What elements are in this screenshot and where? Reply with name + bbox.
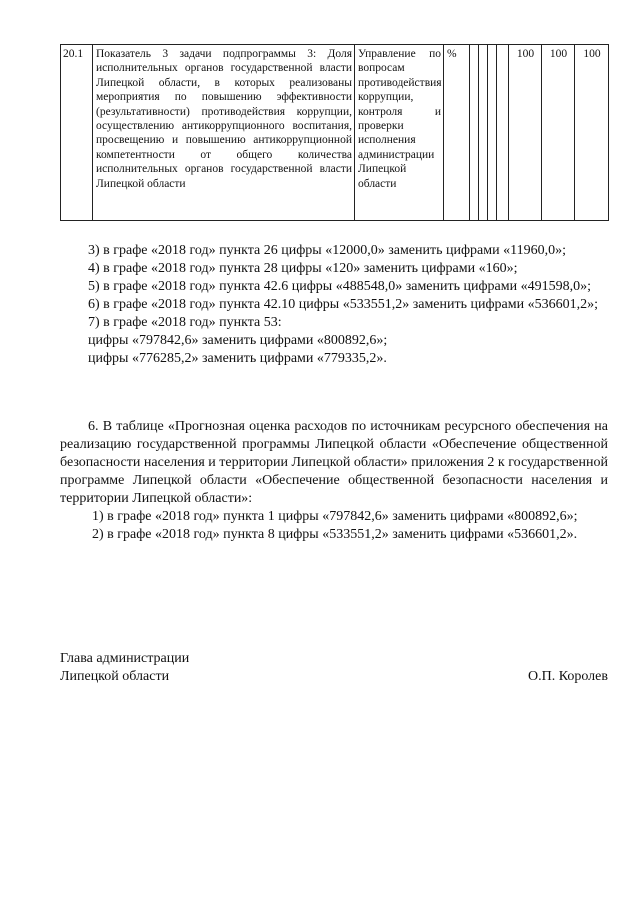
empty-cell bbox=[470, 45, 479, 221]
executor-cell: Управление по вопросам противодействия коррупции, контроля и проверки исполнения администрации Липецкой области bbox=[355, 45, 444, 221]
section-6-intro: 6. В таблице «Прогнозная оценка расходов по источникам ресурсного обеспечения на реализацию государственной программы Липецкой области «Обеспечение общественной безопасности населения и территории Липецкой области» приложения 2 к государственной программе Липецкой области «Обеспечение общественной безопасности населения и территории Липецкой области»: bbox=[60, 419, 608, 506]
amendment-item: 4) в графе «2018 год» пункта 28 цифры «120» заменить цифрами «160»; bbox=[88, 261, 518, 276]
indicator-table bbox=[60, 44, 609, 221]
indicator-description: Показатель 3 задачи подпрограммы 3: Доля исполнительных органов государственной власти Липецкой области, в которых реализованы мероприятия по повышению эффективности (результативности) противодействия коррупции, осуществлению антикоррупционного воспитания, просвещению и повышению антикоррупционной компетентности от общего количества исполнительных органов государственной власти Липецкой области bbox=[93, 45, 355, 221]
table-row bbox=[61, 45, 609, 221]
unit-cell: % bbox=[444, 45, 470, 221]
amendment-item: 3) в графе «2018 год» пункта 26 цифры «12000,0» заменить цифрами «11960,0»; bbox=[88, 243, 566, 258]
amendment-item: 5) в графе «2018 год» пункта 42.6 цифры «488548,0» заменить цифрами «491598,0»; bbox=[88, 279, 592, 294]
signature-title-line: Глава администрации bbox=[60, 651, 190, 666]
amendment-subline: цифры «776285,2» заменить цифрами «779335,2». bbox=[88, 351, 387, 366]
signature-title-line: Липецкой области bbox=[60, 669, 170, 684]
amendments-block bbox=[60, 242, 608, 368]
section-6-item: 2) в графе «2018 год» пункта 8 цифры «533551,2» заменить цифрами «536601,2». bbox=[92, 527, 578, 542]
value-cell: 100 bbox=[575, 45, 609, 221]
empty-cell bbox=[479, 45, 488, 221]
section-6-item: 1) в графе «2018 год» пункта 1 цифры «797842,6» заменить цифрами «800892,6»; bbox=[92, 509, 578, 524]
empty-cell bbox=[488, 45, 497, 221]
value-cell: 100 bbox=[509, 45, 542, 221]
signature-name: О.П. Королев bbox=[528, 669, 608, 684]
amendment-item: 7) в графе «2018 год» пункта 53: bbox=[88, 315, 282, 330]
amendment-subline: цифры «797842,6» заменить цифрами «800892,6»; bbox=[88, 333, 388, 348]
empty-cell bbox=[497, 45, 509, 221]
row-number: 20.1 bbox=[61, 45, 93, 221]
amendment-item: 6) в графе «2018 год» пункта 42.10 цифры «533551,2» заменить цифрами «536601,2»; bbox=[88, 297, 599, 312]
section-6 bbox=[60, 418, 608, 544]
value-cell: 100 bbox=[542, 45, 575, 221]
signature-title bbox=[60, 650, 189, 686]
